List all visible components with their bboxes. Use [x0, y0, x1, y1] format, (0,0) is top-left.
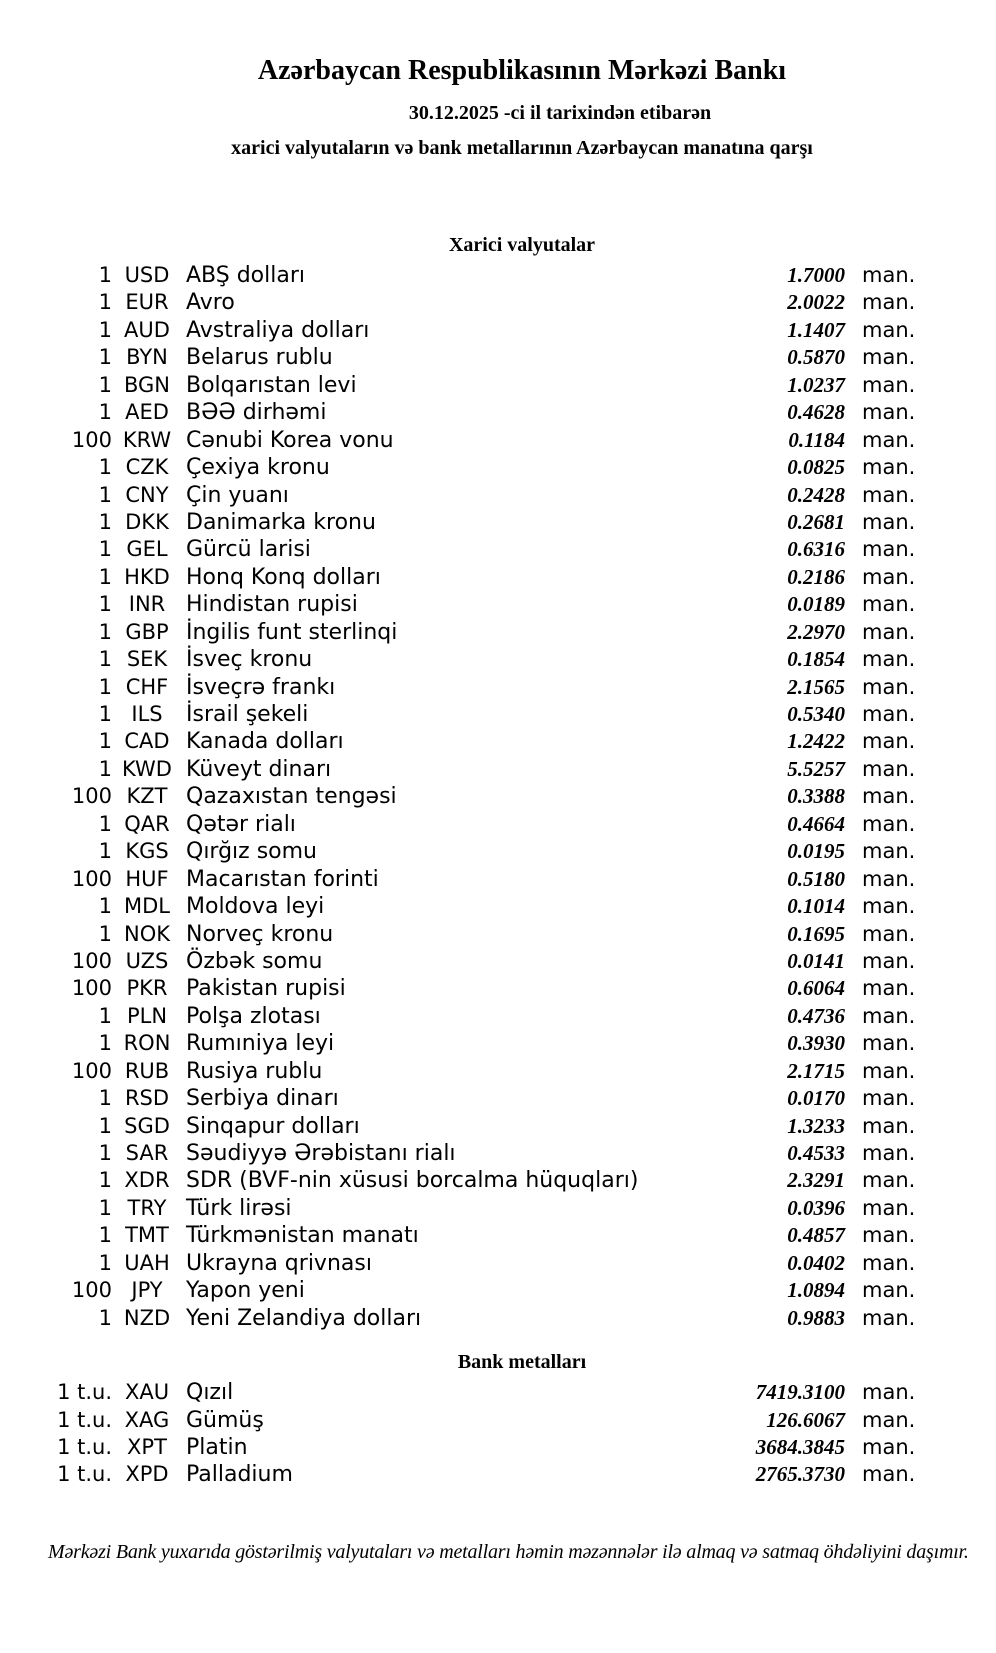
currency-code: UAH [124, 1250, 170, 1275]
currency-code: CAD [124, 729, 170, 754]
currency-rate: 0.6316 [787, 537, 845, 562]
currency-row [0, 1167, 996, 1194]
currency-row [0, 482, 996, 509]
currency-rate: 0.0170 [787, 1086, 845, 1111]
currency-unit: man. [862, 811, 916, 836]
currency-quantity: 1 [98, 1031, 112, 1056]
currency-rate: 0.4857 [787, 1223, 845, 1248]
currency-rate: 2.0022 [787, 290, 845, 315]
currency-name: Gürcü larisi [186, 537, 311, 563]
currency-unit: man. [862, 1058, 916, 1083]
currency-code: CHF [125, 674, 169, 699]
currency-code: BGN [123, 372, 171, 397]
currency-unit: man. [862, 482, 916, 507]
currency-row [0, 1305, 996, 1332]
currency-rate: 0.1854 [787, 647, 845, 672]
currency-name: Çexiya kronu [186, 455, 330, 481]
currency-unit: man. [862, 1168, 916, 1193]
currency-unit: man. [862, 894, 916, 919]
currency-code: RUB [124, 1058, 170, 1083]
currency-row [0, 811, 996, 838]
currency-row [0, 1085, 996, 1112]
currencies-table [0, 262, 996, 1332]
currency-quantity: 1 [98, 290, 112, 315]
metal-code: XAG [124, 1407, 170, 1432]
currency-rate: 0.2681 [787, 509, 845, 534]
effective-date-line: 30.12.2025 -ci il tarixindən etibarən [408, 102, 712, 124]
currency-name: Danimarka kronu [186, 509, 376, 535]
currency-unit: man. [862, 1113, 916, 1138]
currency-name: Bolqarıstan levi [186, 372, 357, 398]
currency-name: Moldova leyi [186, 894, 325, 920]
page-title: Azərbaycan Respublikasının Mərkəzi Bankı [257, 55, 787, 86]
currency-quantity: 1 [98, 729, 112, 754]
currency-name: İsrail şekeli [186, 702, 309, 727]
currency-row [0, 591, 996, 618]
currency-unit: man. [862, 702, 916, 726]
currency-name: Qazaxıstan tengəsi [186, 784, 397, 810]
metal-code: XPD [125, 1462, 169, 1487]
currency-code: EUR [125, 290, 169, 315]
currency-quantity: 1 [98, 592, 112, 617]
currency-unit: man. [862, 290, 916, 315]
currency-unit: man. [862, 1223, 916, 1248]
currency-unit: man. [862, 729, 916, 754]
currency-unit: man. [862, 1031, 916, 1056]
currency-quantity: 1 [98, 1168, 112, 1193]
currency-name: Türk lirəsi [186, 1195, 292, 1221]
currency-quantity: 1 [98, 1250, 112, 1275]
currency-name: Avro [186, 290, 235, 316]
currency-name: Norveç kronu [186, 921, 334, 947]
currency-rate: 0.5870 [787, 345, 845, 370]
currency-rate: 0.0195 [787, 839, 845, 864]
currency-rate: 1.0894 [787, 1278, 845, 1303]
currency-code: TMT [125, 1223, 169, 1248]
currency-name: Polşa zlotası [186, 1003, 321, 1029]
metal-rate: 3684.3845 [755, 1434, 845, 1459]
currency-row [0, 866, 996, 893]
currency-unit: man. [862, 784, 916, 809]
currency-name: Avstraliya dolları [186, 317, 370, 343]
currency-row [0, 289, 996, 316]
currency-unit: man. [862, 592, 916, 617]
currency-quantity: 100 [71, 1278, 112, 1303]
currency-rate: 0.1014 [787, 894, 845, 919]
currency-unit: man. [862, 263, 916, 287]
metal-name: Platin [186, 1434, 248, 1460]
currency-rate: 2.2970 [787, 619, 845, 644]
currency-rate: 0.0402 [787, 1250, 845, 1275]
exchange-rates-document [0, 55, 996, 1653]
currency-quantity: 1 [98, 345, 112, 370]
currency-name: Qətər rialı [186, 811, 296, 837]
metal-row [0, 1434, 996, 1461]
currency-code: SAR [125, 1141, 169, 1165]
metal-unit: man. [862, 1380, 916, 1405]
metal-row [0, 1379, 996, 1406]
currency-code: INR [128, 592, 166, 617]
currency-code: BYN [126, 345, 168, 370]
currency-rate: 0.4628 [787, 400, 845, 425]
metal-unit: man. [862, 1407, 916, 1432]
currency-code: NOK [123, 921, 170, 946]
currency-rate: 1.7000 [787, 263, 845, 287]
currency-code: SGD [124, 1113, 170, 1138]
currency-rate: 0.0189 [787, 592, 845, 617]
metal-quantity: 1 t.u. [57, 1462, 112, 1487]
currency-unit: man. [862, 1003, 916, 1028]
currency-row [0, 948, 996, 975]
currency-name: BƏƏ dirhəmi [186, 400, 327, 426]
currency-quantity: 1 [98, 1003, 112, 1028]
currency-unit: man. [862, 400, 916, 425]
currency-row [0, 783, 996, 810]
currency-name: Sinqapur dolları [186, 1113, 360, 1139]
metal-unit: man. [862, 1434, 916, 1459]
currency-row [0, 564, 996, 591]
currency-quantity: 1 [98, 619, 112, 644]
metal-name: Palladium [186, 1462, 293, 1488]
currency-unit: man. [862, 455, 916, 480]
currency-row [0, 1222, 996, 1249]
currency-name: Ukrayna qrivnası [186, 1250, 372, 1276]
disclaimer-text: Mərkəzi Bank yuxarıda göstərilmiş valyutaları və metalları həmin məzənnələr ilə almaq və satmaq öhdəliyini daşımır. [48, 1540, 969, 1563]
currency-row [0, 674, 996, 701]
currency-name: Yapon yeni [186, 1278, 305, 1304]
currency-quantity: 1 [98, 674, 112, 699]
currency-row [0, 317, 996, 344]
currency-quantity: 1 [98, 537, 112, 562]
currency-rate: 0.4533 [787, 1141, 845, 1165]
currency-quantity: 1 [98, 756, 112, 781]
currency-row [0, 646, 996, 673]
currency-quantity: 100 [71, 1058, 112, 1083]
currency-quantity: 1 [98, 921, 112, 946]
currency-unit: man. [862, 1141, 916, 1165]
currency-row [0, 1113, 996, 1140]
currency-code: SEK [126, 647, 168, 672]
currency-rate: 0.3930 [787, 1031, 845, 1056]
currency-rate: 1.2422 [787, 729, 845, 754]
currency-code: NZD [123, 1305, 171, 1330]
currency-rate: 0.4664 [787, 811, 845, 836]
metal-name: Qızıl [186, 1380, 234, 1406]
currency-row [0, 1250, 996, 1277]
currency-rate: 2.1715 [787, 1058, 845, 1083]
currency-name: İngilis funt sterlinqi [186, 619, 398, 645]
currency-name: Belarus rublu [186, 345, 333, 371]
currency-name: ABŞ dolları [186, 263, 306, 288]
currency-row [0, 399, 996, 426]
currency-unit: man. [862, 1278, 916, 1303]
metal-row [0, 1407, 996, 1434]
metal-quantity: 1 t.u. [57, 1407, 112, 1432]
currency-code: HUF [125, 866, 169, 891]
currency-rate: 0.0141 [787, 948, 845, 973]
currency-name: Hindistan rupisi [186, 592, 358, 618]
currency-quantity: 1 [98, 263, 112, 287]
currency-unit: man. [862, 427, 916, 452]
currency-row [0, 975, 996, 1002]
currency-name: Rusiya rublu [186, 1058, 323, 1084]
currency-code: KZT [126, 784, 168, 809]
currency-code: ILS [131, 702, 163, 726]
metal-row [0, 1461, 996, 1488]
metal-code: XAU [124, 1380, 170, 1405]
currency-name: Qırğız somu [186, 839, 318, 865]
currency-name: Kanada dolları [186, 729, 344, 755]
currency-row [0, 1277, 996, 1304]
currency-row [0, 427, 996, 454]
currency-name: Serbiya dinarı [186, 1086, 339, 1112]
currency-row [0, 372, 996, 399]
currency-unit: man. [862, 1086, 916, 1111]
currency-code: RSD [124, 1086, 170, 1111]
metal-unit: man. [862, 1462, 916, 1487]
currency-quantity: 1 [98, 455, 112, 480]
currency-rate: 0.5180 [787, 866, 845, 891]
metal-rate: 2765.3730 [755, 1462, 845, 1487]
currency-quantity: 1 [98, 482, 112, 507]
currency-unit: man. [862, 317, 916, 342]
currency-unit: man. [862, 839, 916, 864]
metal-quantity: 1 t.u. [57, 1434, 112, 1459]
currency-row [0, 921, 996, 948]
currency-row [0, 1140, 996, 1167]
currency-quantity: 1 [98, 372, 112, 397]
currency-name: İsveçrə frankı [186, 674, 336, 700]
currency-row [0, 262, 996, 289]
currency-rate: 0.4736 [787, 1003, 845, 1028]
currency-code: KRW [122, 427, 172, 452]
currency-name: Çin yuanı [186, 482, 289, 508]
currency-code: XDR [124, 1168, 170, 1193]
currency-name: İsveç kronu [186, 647, 313, 673]
currency-rate: 0.0825 [787, 455, 845, 480]
currency-row [0, 344, 996, 371]
currency-code: MDL [124, 894, 170, 919]
currency-code: KWD [122, 756, 172, 781]
document-subtitle: xarici valyutaların və bank metallarının Azərbaycan manatına qarşı [231, 137, 813, 159]
currency-unit: man. [862, 1305, 916, 1330]
currency-quantity: 1 [98, 894, 112, 919]
currency-code: RON [123, 1031, 171, 1056]
currency-rate: 0.0396 [787, 1195, 845, 1220]
currency-unit: man. [862, 619, 916, 644]
currency-row [0, 536, 996, 563]
currency-rate: 2.1565 [787, 674, 845, 699]
currency-code: CNY [125, 482, 169, 507]
currency-unit: man. [862, 756, 916, 781]
currency-quantity: 1 [98, 1195, 112, 1220]
currency-quantity: 1 [98, 702, 112, 726]
currency-unit: man. [862, 647, 916, 672]
currency-name: Özbək somu [186, 948, 323, 974]
metals-section-title: Bank metalları [457, 1351, 587, 1374]
currency-code: TRY [127, 1195, 167, 1220]
currency-quantity: 1 [98, 564, 112, 589]
currency-name: Türkmənistan manatı [186, 1223, 419, 1249]
currency-unit: man. [862, 1250, 916, 1275]
currency-code: PLN [126, 1003, 168, 1028]
currency-rate: 0.5340 [787, 702, 845, 726]
currency-unit: man. [862, 948, 916, 973]
currency-quantity: 1 [98, 1141, 112, 1165]
currency-name: Rumıniya leyi [186, 1031, 335, 1057]
currency-rate: 0.1184 [788, 427, 845, 452]
currency-quantity: 1 [98, 811, 112, 836]
currency-name: Yeni Zelandiya dolları [186, 1305, 422, 1331]
currency-row [0, 1058, 996, 1085]
currency-name: Macarıstan forinti [186, 866, 379, 892]
currency-quantity: 1 [98, 400, 112, 425]
currency-code: DKK [125, 509, 169, 534]
currency-row [0, 728, 996, 755]
currency-unit: man. [862, 976, 916, 1001]
currency-row [0, 1195, 996, 1222]
currency-unit: man. [862, 1195, 916, 1220]
currency-quantity: 1 [98, 1086, 112, 1111]
currency-quantity: 1 [98, 317, 112, 342]
currency-rate: 0.3388 [787, 784, 845, 809]
currency-unit: man. [862, 921, 916, 946]
currency-row [0, 454, 996, 481]
currency-rate: 0.6064 [787, 976, 845, 1001]
currency-name: Cənubi Korea vonu [186, 427, 394, 453]
currency-name: SDR (BVF-nin xüsusi borcalma hüquqları) [186, 1168, 639, 1194]
currency-row [0, 701, 996, 728]
currency-quantity: 100 [71, 976, 112, 1001]
currency-code: QAR [124, 811, 170, 836]
currency-row [0, 1030, 996, 1057]
currency-code: GBP [125, 619, 169, 644]
metal-code: XPT [127, 1434, 167, 1459]
currency-rate: 1.3233 [787, 1113, 845, 1138]
currency-rate: 0.1695 [787, 921, 845, 946]
metals-table [0, 1379, 996, 1489]
currency-quantity: 1 [98, 509, 112, 534]
currency-code: CZK [125, 455, 169, 480]
currency-name: Honq Konq dolları [186, 564, 381, 590]
currency-unit: man. [862, 537, 916, 562]
currency-unit: man. [862, 866, 916, 891]
currency-code: AUD [124, 317, 170, 342]
currency-code: GEL [126, 537, 168, 562]
currency-rate: 1.1407 [787, 317, 845, 342]
currency-name: Küveyt dinarı [186, 756, 332, 782]
currency-rate: 0.2186 [787, 564, 845, 589]
currency-code: JPY [131, 1278, 163, 1303]
currency-row [0, 619, 996, 646]
currency-unit: man. [862, 372, 916, 397]
currency-code: AED [125, 400, 169, 425]
currency-quantity: 100 [71, 866, 112, 891]
metal-rate: 126.6067 [766, 1407, 845, 1432]
currency-name: Səudiyyə Ərəbistanı rialı [186, 1141, 456, 1166]
currency-unit: man. [862, 674, 916, 699]
currency-unit: man. [862, 509, 916, 534]
currency-unit: man. [862, 345, 916, 370]
currency-row [0, 509, 996, 536]
currency-quantity: 1 [98, 647, 112, 672]
currency-code: PKR [126, 976, 168, 1001]
currency-quantity: 100 [71, 948, 112, 973]
currency-row [0, 756, 996, 783]
currency-row [0, 838, 996, 865]
currency-quantity: 1 [98, 1113, 112, 1138]
currency-quantity: 100 [71, 427, 112, 452]
currency-row [0, 893, 996, 920]
currencies-section-title: Xarici valyutalar [448, 234, 596, 256]
currency-quantity: 1 [98, 1223, 112, 1248]
currency-rate: 0.2428 [787, 482, 845, 507]
metal-name: Gümüş [186, 1407, 264, 1433]
currency-rate: 0.9883 [787, 1305, 845, 1330]
currency-rate: 2.3291 [787, 1168, 845, 1193]
currency-name: Pakistan rupisi [186, 976, 346, 1002]
currency-unit: man. [862, 564, 916, 589]
currency-code: KGS [125, 839, 169, 864]
currency-quantity: 100 [71, 784, 112, 809]
metal-quantity: 1 t.u. [57, 1380, 112, 1405]
currency-quantity: 1 [98, 1305, 112, 1330]
currency-row [0, 1003, 996, 1030]
currency-rate: 5.5257 [787, 756, 845, 781]
currency-quantity: 1 [98, 839, 112, 864]
currency-code: UZS [125, 948, 169, 973]
metal-rate: 7419.3100 [755, 1380, 845, 1405]
currency-code: USD [124, 263, 170, 287]
currency-rate: 1.0237 [787, 372, 845, 397]
currency-code: HKD [124, 564, 170, 589]
